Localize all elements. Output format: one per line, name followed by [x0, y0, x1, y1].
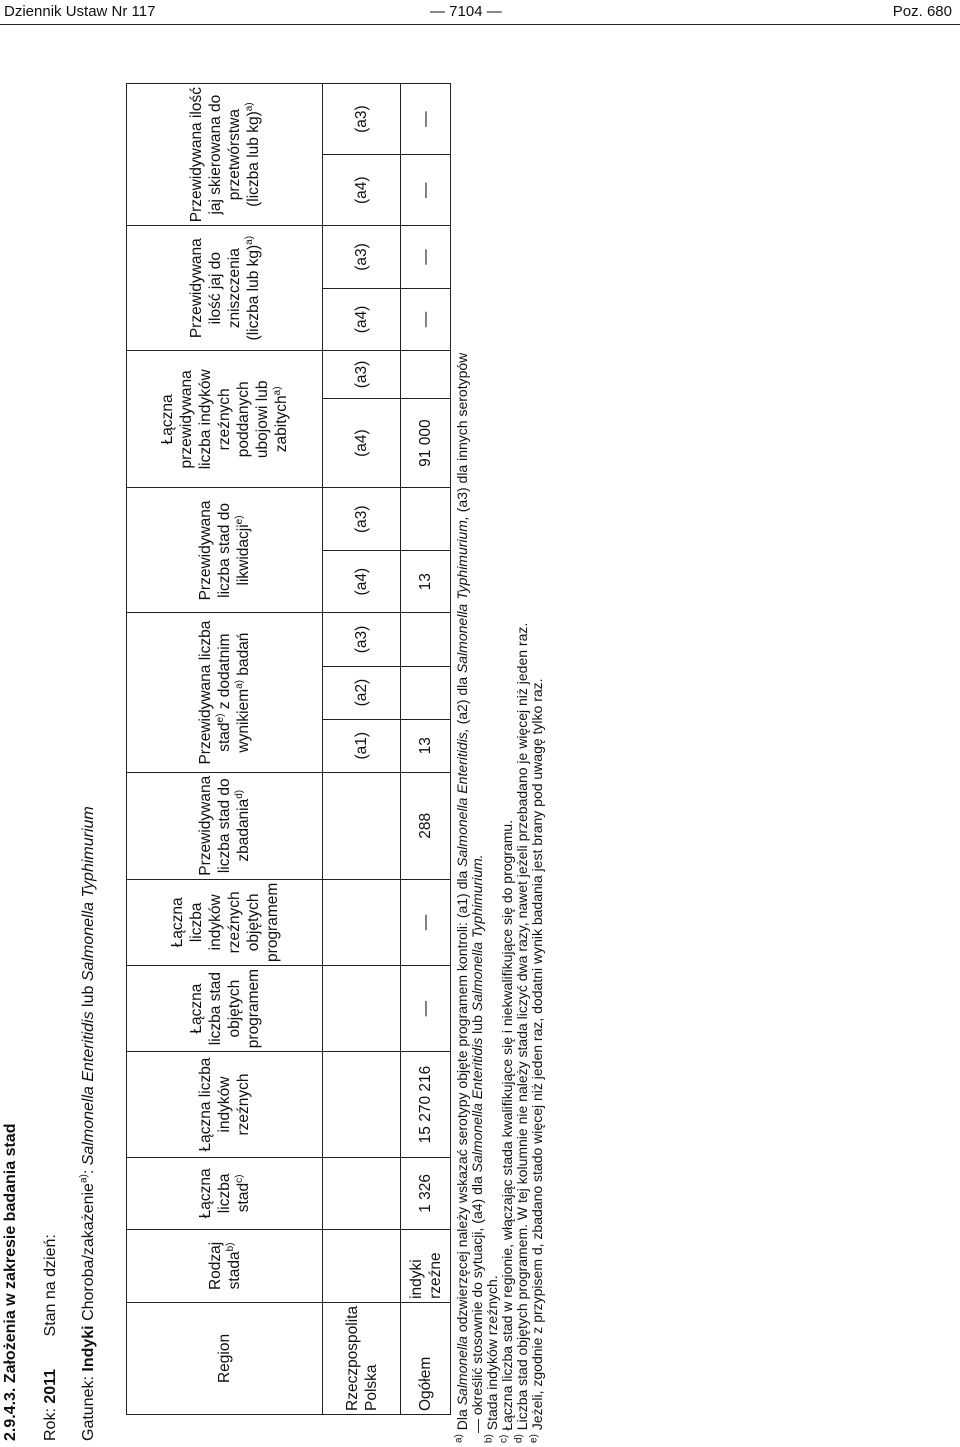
header-turkeys-slaughtered: Łączna przewidywana liczba indyków rzeźnych poddanych ubojowi lub zabitych$^{a)}$ — [127, 351, 323, 488]
footnote-a-cont: — określić stosownie do sytuacji, (a4) dla Salmonella Enteritidis lub Salmonella Typhimurium. — [469, 854, 485, 1433]
footnote-a: $^{a)}$ Dla Salmonella odzwierzęcej należy wskazać serotypy objęte programem kontroli: (a1) dla Salmonella Enteritidis, (a2) dla Salmonella Typhimurium, (a3) dla innych serotypów — [453, 352, 470, 1443]
header-flocks-liquidate: Przewidywana liczba stad do likwidacji$^{e)}$ — [127, 488, 323, 613]
disease-value-2: Salmonella Typhimurium — [80, 806, 97, 982]
disease-or: lub — [80, 985, 97, 1007]
cell: 1 326 — [401, 1157, 451, 1229]
header-flocks-in-program: Łączna liczba stad objętych programem — [127, 965, 323, 1051]
table-row — [323, 84, 401, 1415]
cell — [323, 965, 401, 1051]
footnotes — [455, 43, 545, 1443]
header-turkeys-in-program: Łączna liczba indyków rzeźnych objętych programem — [127, 879, 323, 965]
disease-sup: a) — [78, 1174, 90, 1184]
footnote-d: $^{d)}$ Liczba stad objętych programem. W tej kolumnie nie należy stada liczyć dwa razy, nawet jeżeli przebadano je więcej niż jeden raz. — [513, 622, 530, 1443]
state-label: Stan na dzień: — [42, 1234, 59, 1337]
header-positive-flocks: Przewidywana liczba stad$^{e)}$ z dodatnim wynikiem$^{a)}$ badań — [127, 613, 323, 772]
sub-a3: (a3) — [323, 351, 401, 399]
cell: 288 — [401, 772, 451, 879]
header-flocks-to-test: Przewidywana liczba stad do zbadania$^{d)}$ — [127, 772, 323, 879]
disease-value-1: Salmonella Enteritidis — [80, 1011, 97, 1166]
header-flock-type: Rodzaj stada$^{b)}$ — [127, 1229, 323, 1302]
cell: 13 — [401, 719, 451, 772]
cell — [401, 666, 451, 719]
table-row — [401, 84, 451, 1415]
cell — [401, 613, 451, 666]
header-eggs-destroy: Przewidywana ilość jaj do zniszczenia (liczba lub kg)$^{a)}$ — [127, 226, 323, 351]
footnote-c: $^{c)}$ Łączna liczba stad w regionie, włączając stada kwalifikujące się i niekwalifikujące się do programu. — [498, 819, 515, 1443]
cell-type: indyki rzeźne — [401, 1229, 451, 1302]
section-title: 2.9.4.3. Założenia w zakresie badania stad — [2, 1123, 19, 1441]
sub-a3: (a3) — [323, 84, 401, 155]
journal-name: Dziennik Ustaw Nr 117 — [4, 3, 156, 20]
cell: — — [401, 965, 451, 1051]
sub-a1: (a1) — [323, 719, 401, 772]
page-number: — 7104 — — [430, 3, 502, 20]
sub-a3: (a3) — [323, 613, 401, 666]
header-region: Region — [127, 1302, 323, 1414]
footnote-b: $^{b)}$ Stada indyków rzeźnych. — [483, 1275, 500, 1443]
cell: — — [401, 288, 451, 350]
species-line: Gatunek: Indyki Choroba/zakażenie$^{a)}$: Salmonella Enteritidis lub Salmonella Typhimurium — [78, 806, 97, 1441]
rotated-page — [0, 27, 960, 1447]
survey-table — [126, 83, 451, 1415]
cell-region: Rzeczpospolita Polska — [323, 1302, 401, 1414]
cell-type — [323, 1229, 401, 1302]
position-number: Poz. 680 — [892, 3, 952, 20]
sub-a2: (a2) — [323, 666, 401, 719]
page-header — [0, 0, 960, 26]
sub-a3: (a3) — [323, 488, 401, 550]
year-value: 2011 — [42, 1368, 59, 1404]
cell: — — [401, 226, 451, 288]
cell: — — [401, 879, 451, 965]
species-value: Indyki — [80, 1325, 97, 1372]
table-header-row — [127, 84, 323, 1415]
species-label: Gatunek: — [80, 1376, 97, 1441]
year-line — [42, 1234, 60, 1441]
cell — [323, 879, 401, 965]
disease-label: Choroba/zakażenie — [80, 1183, 97, 1321]
cell: — — [401, 155, 451, 226]
cell: 15 270 216 — [401, 1052, 451, 1158]
sub-a4: (a4) — [323, 550, 401, 612]
header-rule — [0, 24, 960, 25]
cell — [401, 488, 451, 550]
cell: 91 000 — [401, 398, 451, 488]
footnote-e: $^{e)}$ Jeżeli, zgodnie z przypisem d, zbadano stado więcej niż jeden raz, dodatni wynik badania jest brany pod uwagę tylko raz. — [528, 678, 545, 1443]
header-total-turkeys: Łączna liczba indyków rzeźnych — [127, 1052, 323, 1158]
header-total-flocks: Łączna liczba stad$^{c)}$ — [127, 1157, 323, 1229]
cell: — — [401, 84, 451, 155]
sub-a4: (a4) — [323, 155, 401, 226]
cell-region: Ogółem — [401, 1302, 451, 1414]
sub-a4: (a4) — [323, 398, 401, 488]
cell — [323, 1157, 401, 1229]
cell: 13 — [401, 550, 451, 612]
sub-a4: (a4) — [323, 288, 401, 350]
cell — [401, 351, 451, 399]
cell — [323, 1052, 401, 1158]
header-eggs-process: Przewidywana ilość jaj skierowana do przetwórstwa (liczba lub kg)$^{a)}$ — [127, 84, 323, 226]
year-label: Rok: — [42, 1408, 59, 1441]
sub-a3: (a3) — [323, 226, 401, 288]
cell — [323, 772, 401, 879]
